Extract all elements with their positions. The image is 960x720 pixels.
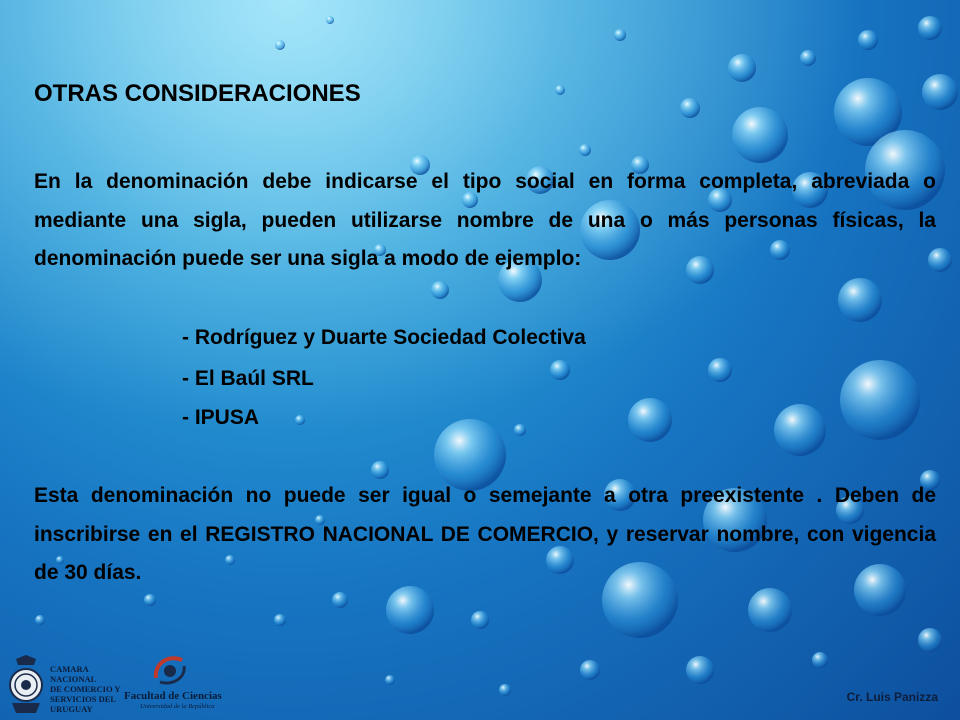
camara-logo-line: SERVICIOS DEL [50,694,117,704]
example-item: - IPUSA [182,406,260,429]
camara-logo-line: URUGUAY [50,704,93,714]
paragraph-registro: Esta denominación no puede ser igual o semejante a otra preexistente . Deben de inscribirse en el REGISTRO NACIONAL DE COMERCIO, y reservar nombre, con vigencia de 30 días. [34,484,936,584]
slide-title: OTRAS CONSIDERACIONES [34,80,361,107]
example-item: - El Baúl SRL [182,367,314,390]
facultad-logo-mark [150,652,190,688]
camara-logo-text [50,664,130,714]
facultad-logo-name: Facultad de Ciencias [124,690,222,702]
author-name: Cr. Luis Panizza [846,690,938,704]
camara-logo-line: DE COMERCIO Y [50,684,121,694]
example-item: - Rodríguez y Duarte Sociedad Colectiva [182,326,586,349]
paragraph-denominacion: En la denominación debe indicarse el tipo social en forma completa, abreviada o mediante una sigla, pueden utilizarse nombre de una o más personas físicas, la denominación puede ser una sigla a modo de ejemplo: [34,170,936,270]
camara-seal-logo [8,655,44,715]
camara-logo-line: CAMARA NACIONAL [50,664,97,684]
facultad-logo-subtitle: Universidad de la República [140,703,215,710]
